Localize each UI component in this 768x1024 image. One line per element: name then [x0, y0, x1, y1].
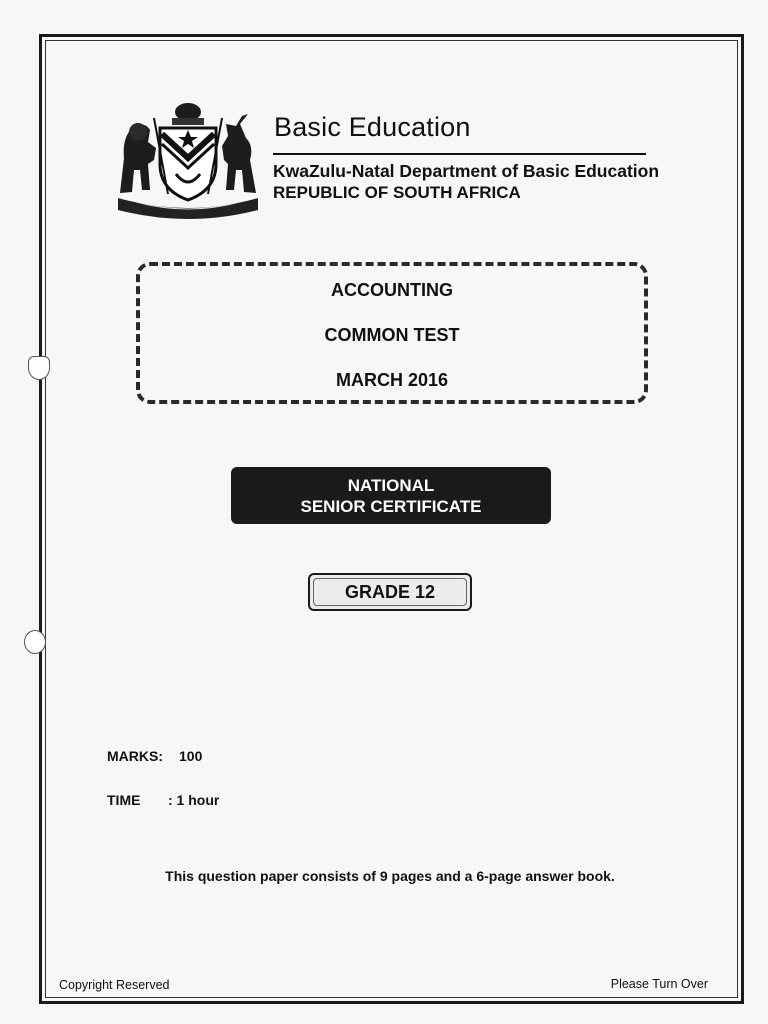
grade-box [308, 573, 472, 611]
country-name: REPUBLIC OF SOUTH AFRICA [273, 183, 521, 202]
brand-title: Basic Education [274, 112, 471, 142]
binder-hole [28, 356, 50, 380]
test-type: COMMON TEST [324, 325, 460, 345]
time-value: : 1 hour [168, 792, 220, 808]
department-name: KwaZulu-Natal Department of Basic Education [273, 161, 660, 181]
exam-date: MARCH 2016 [335, 370, 449, 390]
title-divider [273, 153, 646, 155]
subject-title: ACCOUNTING [331, 280, 453, 300]
marks-label: MARKS: [107, 748, 163, 764]
pages-note: This question paper consists of 9 pages and a 6-page answer book. [165, 868, 615, 884]
time-label: TIME [107, 792, 141, 808]
coat-of-arms-logo [110, 98, 266, 228]
turn-over-notice: Please Turn Over [610, 977, 708, 991]
certificate-line-1: NATIONAL [347, 475, 435, 495]
binder-hole [24, 630, 46, 654]
marks-value: 100 [179, 748, 203, 764]
certificate-line-2: SENIOR CERTIFICATE [300, 496, 482, 516]
copyright-notice: Copyright Reserved [59, 978, 170, 992]
certificate-badge [231, 467, 551, 524]
grade-label: GRADE 12 [344, 581, 436, 602]
